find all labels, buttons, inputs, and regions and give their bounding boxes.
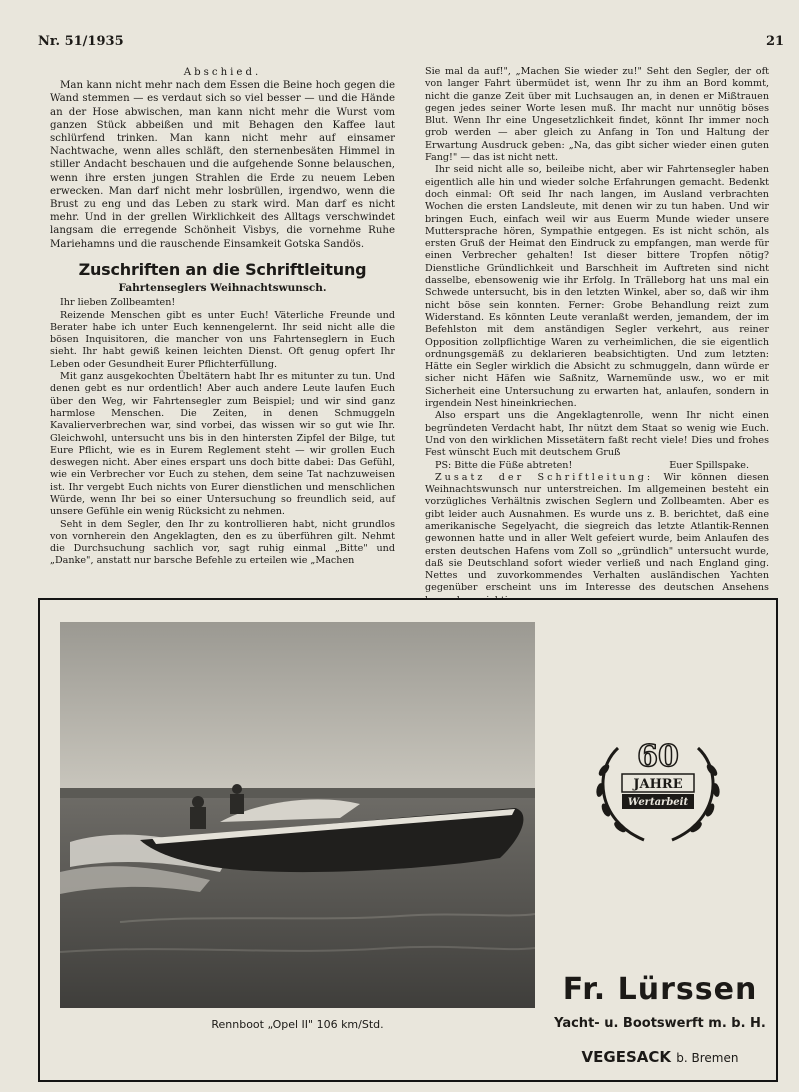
letter-paragraph-5: Ihr seid nicht alle so, beileibe nicht, aber wir Fahrtensegler haben eigentlich alle hin und wieder solche Erfahrungen gemacht. Bedenkt doch einmal: Oft seid Ihr nach langen, im Ausland verbrachten Wochen die ersten Landsleute, mit denen wir zu tun haben. Und wir bringen Euch, einfach weil wir aus Euerm Munde wieder unsere Muttersprache hören, Sympathie entgegen. Es ist nicht schön, als ersten Gruß der Heimat den Eindruck zu empfangen, man werde für einen Verbrecher gehalten! Ist dieser bittere Tropfen nötig? Dienstliche Gründlichkeit und Barschheit im Auftreten sind nicht dasselbe, ebensowenig wie ihr Erfolg. In Trälleborg hat uns mal ein Schwede untersucht, bis in den letzten Winkel, aber so, daß wir ihm nicht böse sein konnten. Ferner: Grobe Behandlung reizt zum Widerstand. Es könnten Leute veranlaßt werden, jemandem, der im Befehlston mit dem anständigen Segler verkehrt, aus reiner Opposition zollpflichtige Waren zu verheimlichen, die sie eigentlich ordnungsgemäß zu deklarieren beabsichtigten. Und zum letzten: Hätte ein Segler wirklich die Absicht zu schmuggeln, dann würde er sicher nicht Häfen wie Saßnitz, Warnemünde usw., wo er mit Sicherheit eine Untersuchung zu erwarten hat, anlaufen, sondern in irgendein Nest hineinkriechen. bbox=[425, 164, 769, 410]
abschied-title: Abschied. bbox=[183, 67, 262, 78]
company-description: Yacht- u. Bootswerft m. b. H. bbox=[554, 1016, 766, 1031]
editorial-note-label: Zusatz der Schriftleitung: bbox=[435, 471, 654, 483]
page-number: 21 bbox=[766, 34, 785, 49]
photo-caption: Rennboot „Opel II" 106 km/Std. bbox=[211, 1018, 384, 1031]
company-name: Fr. Lürssen bbox=[562, 972, 758, 1007]
letter-paragraph-2: Mit ganz ausgekochten Übeltätern habt Ihr es mitunter zu tun. Und denen gebt es nur ordentlich! Aber auch andere Leute laufen Euch über den Weg, wir Fahrtensegler zum Beispiel; und wir sind ganz harmlose Menschen. Die Zeiten, in denen Schmuggeln Kavalierverbrechen war, sind vorbei, das wissen wir so gut wie Ihr. Gleichwohl, untersucht uns bis in den hintersten Zipfel der Bilge, tut Eure Pflicht, wie es in Eurem Reglement steht — wir grollen Euch deswegen nicht. Aber eines erspart uns doch bitte dabei: Das Gefühl, wie ein Verbrecher vor Euch zu stehen, dem seine Tat nachzuweisen ist. Ihr vergebt Euch nichts von Eurer dienstlichen und menschlichen Würde, wenn Ihr bei so einer Untersuchung so freundlich seid, auf unsere Gefühle ein wenig Rücksicht zu nehmen. bbox=[50, 371, 395, 518]
signature: Euer Spillspake. bbox=[669, 459, 749, 471]
letter-paragraph-6: Also erspart uns die Angeklagtenrolle, wenn Ihr nicht einen begründeten Verdacht habt, Ihr nützt dem Staat so wenig wie Euch. Und von den wirklichen Missetätern faßt recht viele! Dies und frohes Fest wünscht Euch mit deutschem Gruß bbox=[425, 410, 769, 459]
letter-signoff bbox=[425, 460, 769, 472]
section-heading: Zuschriften an die Schriftleitung bbox=[78, 259, 367, 279]
svg-text:Wertarbeit: Wertarbeit bbox=[627, 797, 689, 808]
letter-salutation: Ihr lieben Zollbeamten! bbox=[60, 297, 176, 309]
company-town-suffix: b. Bremen bbox=[676, 1051, 739, 1065]
postscript: PS: Bitte die Füße abtreten! bbox=[435, 459, 573, 471]
svg-text:60: 60 bbox=[637, 739, 679, 774]
svg-text:JAHRE: JAHRE bbox=[633, 777, 683, 792]
company-location bbox=[540, 1048, 780, 1066]
letter-paragraph-4: Sie mal da auf!", „Machen Sie wieder zu!" Seht den Segler, der oft von langer Fahrt übermüdet ist, wenn Ihr zu ihm an Bord kommt, nicht die ganze Zeit über mit Luchsaugen an, in denen er Mißtrauen gegen jedes seiner Worte lesen muß. Ihr macht nur unnötig böses Blut. Wenn Ihr eine Ungesetzlichkeit findet, könnt Ihr immer noch grob werden — aber gleich zu Anfang in Ton und Haltung der Erwartung Ausdruck geben: „Na, das gibt sicher wieder einen guten Fang!" — das ist nicht nett. bbox=[425, 66, 769, 164]
left-column bbox=[50, 66, 395, 568]
speedboat-photo bbox=[60, 622, 535, 1008]
anniversary-badge bbox=[588, 730, 728, 850]
editorial-note bbox=[425, 472, 769, 607]
company-town: VEGESACK bbox=[581, 1048, 671, 1066]
abschied-text: Man kann nicht mehr nach dem Essen die Beine hoch gegen die Wand stemmen — es verdaut sich so viel besser — und die Hände an der Hose abwischen, man kann nicht mehr die Wurst vom ganzen Stück abbeißen und mit Behagen den Kaffee laut schlürfend trinken. Man kann nicht mehr auf einsamer Nachtwache, wenn alles schläft, den sternenbesäten Himmel in stiller Andacht beschauen und die aufgehende Sonne belauschen, wenn ihre ersten jungen Strahlen die Erde zu neuem Leben erwecken. Man darf nicht mehr losbrüllen, irgendwo, wenn die Brust zu eng und das Leben zu stark wird. Man darf es nicht mehr. Und in der grellen Wirklichkeit des Alltags verschwindet langsam die erregende Schönheit Visbys, die vornehme Ruhe Mariehamns und die rauschende Einsamkeit Gotska Sandös. bbox=[50, 80, 395, 250]
advertisement bbox=[38, 598, 778, 1082]
right-column bbox=[425, 66, 769, 607]
issue-number: Nr. 51/1935 bbox=[38, 34, 124, 49]
editorial-note-text: Wir können diesen Weihnachtswunsch nur unterstreichen. Im allgemeinen besteht ein vorzügliches Verhältnis zwischen Seglern und Zollbeamten. Aber es gibt leider auch Ausnahmen. Es wurde uns z. B. berichtet, daß eine amerikanische Segelyacht, die siegreich das letzte Atlantik-Rennen gewonnen hatte und in aller Welt gefeiert wurde, beim Anlaufen des ersten deutschen Hafens vom Zoll so „gründlich" untersucht wurde, daß sie Deutschland sofort wieder verließ und nach England ging. Nettes und zuvorkommendes Verhalten ausländischen Yachten gegenüber erscheint uns im Interesse des deutschen Ansehens bbox=[425, 471, 769, 594]
letter-title: Fahrtenseglers Weihnachtswunsch. bbox=[118, 282, 327, 295]
letter-paragraph-1: Reizende Menschen gibt es unter Euch! Väterliche Freunde und Berater habe ich unter Euch kennengelernt. Ihr seid nicht alle die bösen Inquisitoren, die mancher von uns Fahrtenseglern in Euch sieht. Ihr habt gewiß keinen leichten Dienst. Oft genug opfert Ihr Leben oder Gesundheit Eurer Pflichterfüllung. bbox=[50, 309, 395, 370]
letter-paragraph-3: Seht in dem Segler, den Ihr zu kontrollieren habt, nicht grundlos von vornherein den Angeklagten, den es zu überführen gilt. Nehmt die Durchsuchung sachlich vor, sagt ruhig einmal „Bitte" und „Danke", anstatt nur barsche Befehle zu erteilen wie „Machen bbox=[50, 518, 395, 567]
